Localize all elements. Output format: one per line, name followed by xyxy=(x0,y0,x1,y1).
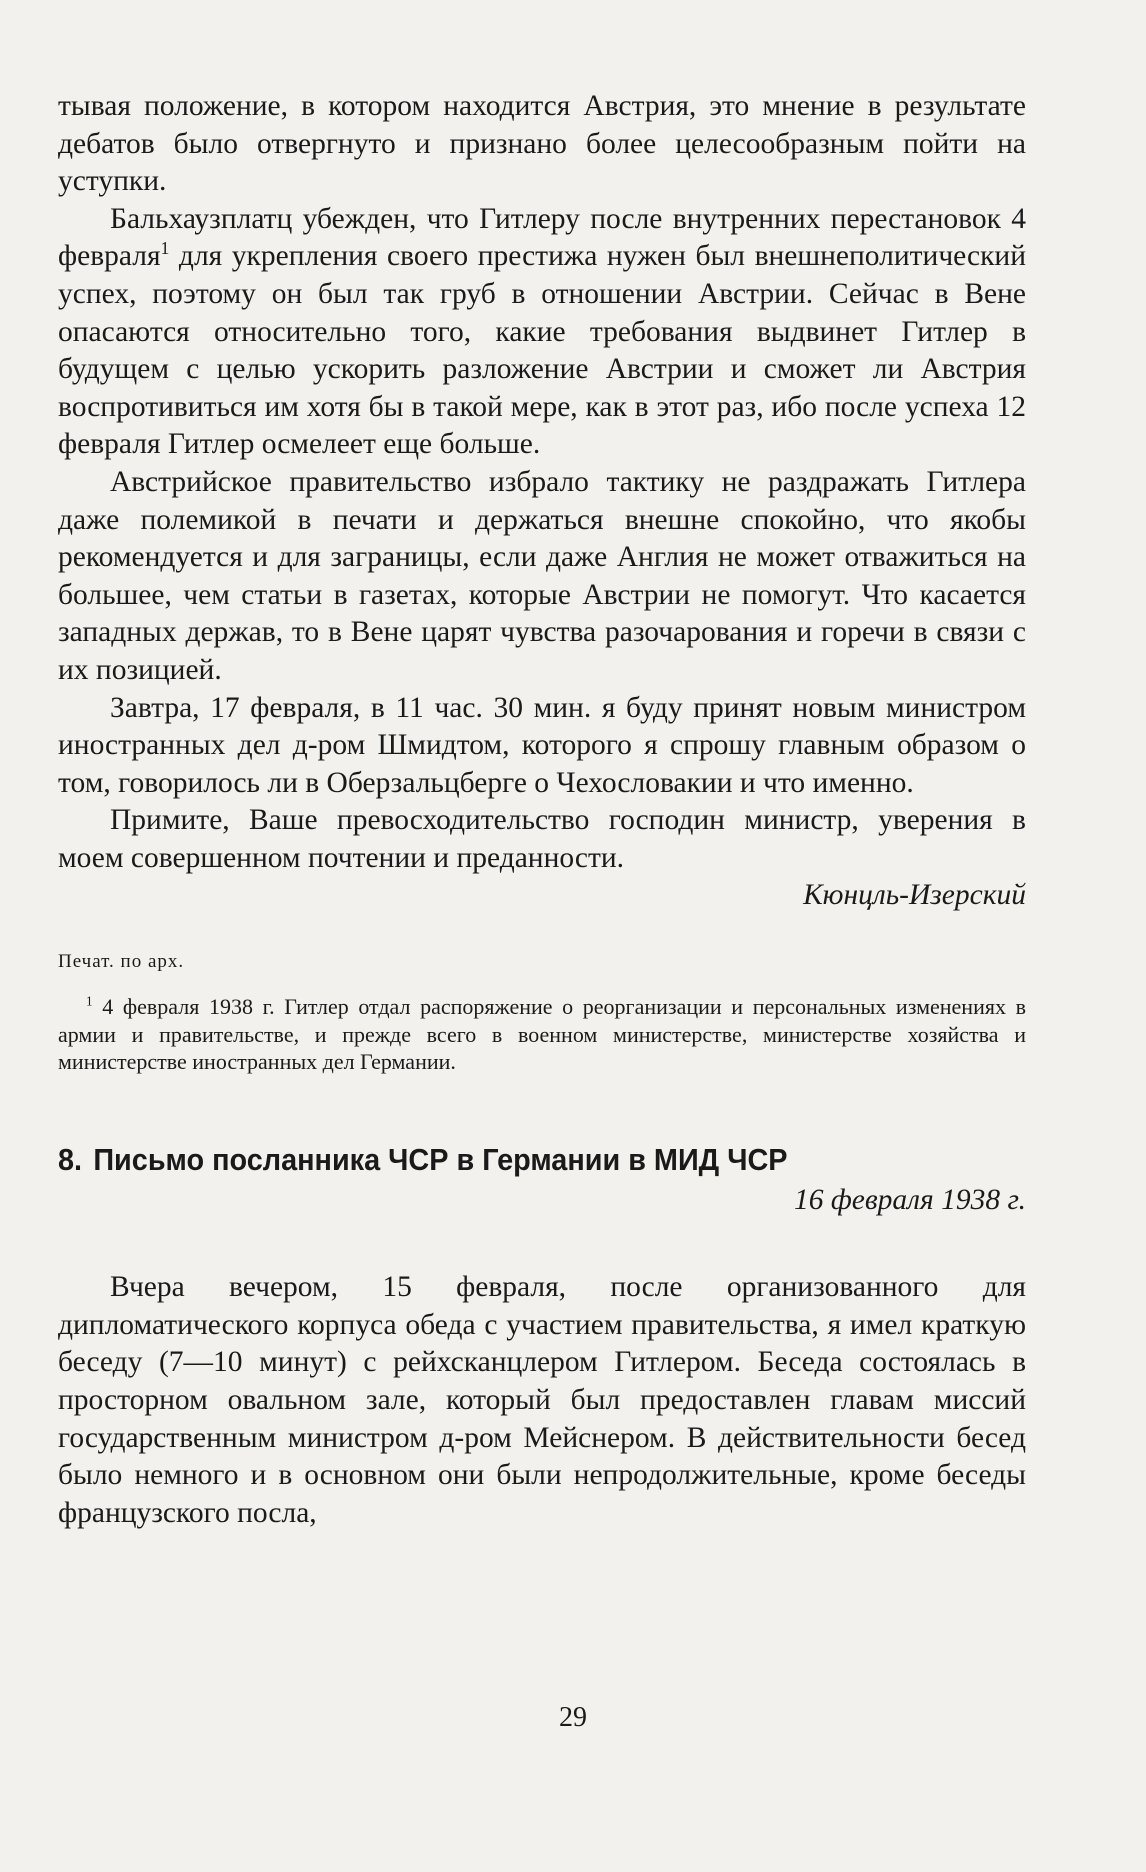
source-note: Печат. по арх. xyxy=(58,951,185,973)
continuation-paragraph: тывая положение, в котором находится Австрия, это мнение в результате дебатов было отвергнуто и признано более целесообразным пойти на уступки. xyxy=(58,90,1026,198)
paragraph-closing: Примите, Ваше превосходительство господин министр, уверения в моем совершенном почтении и преданности. xyxy=(58,804,1026,874)
paragraph-text: для укрепления своего престижа нужен был внешнеполитический успех, поэтому он был так груб в отношении Австрии. Сейчас в Вене опасаются относительно того, какие требования выдвинет Гитлер в будущем с целью ускорить разложение Австрии и сможет ли Австрия воспротивиться им хотя бы в такой мере, как в этот раз, ибо после успеха 12 февраля Гитлер осмелеет еще больше. xyxy=(58,240,1026,461)
paragraph-austrian-government: Австрийское правительство избрало тактику не раздражать Гитлера даже полемикой в печати и держаться внешне спокойно, что якобы рекомендуется и для заграницы, если даже Англия не может отважиться на большее, чем статьи в газетах, которые Австрии не помогут. Что касается западных держав, то в Вене царят чувства разочарования и горечи в связи с их позицией. xyxy=(58,465,1026,686)
document-date: 16 февраля 1938 г. xyxy=(793,1183,1026,1216)
paragraph-ballhausplatz xyxy=(58,201,1026,464)
paragraph-text: Бальхаузплатц убежден, что Гитлеру после внутренних перестановок 4 февраля xyxy=(58,202,1026,273)
signature: Кюнцль-Изерский xyxy=(803,879,1026,912)
paragraph-tomorrow: Завтра, 17 февраля, в 11 час. 30 мин. я буду принят новым министром иностранных дел д-ром Шмидтом, которого я спрошу главным образом о том, говорилось ли в Оберзальцберге о Чехословакии и что именно. xyxy=(58,691,1026,799)
letter-body: Вчера вечером, 15 февраля, после организованного для дипломатического корпуса обеда с участием правительства, я имел краткую беседу (7—10 минут) с рейхсканцлером Гитлером. Беседа состоялась в просторном овальном зале, который был предоставлен главам миссий государственным министром д-ром Мейснером. В действительности бесед было немного и в основном они были непродолжительные, кроме беседы французского посла, xyxy=(58,1271,1026,1529)
footnote-text: 4 февраля 1938 г. Гитлер отдал распоряжение о реорганизации и персональных изменениях в армии и правительстве, и прежде всего в военном министерстве, министерстве хозяйства и министерстве иностранных дел Германии. xyxy=(58,994,1026,1075)
page-number: 29 xyxy=(559,1702,587,1733)
document-page xyxy=(58,88,1026,1532)
footnote xyxy=(58,993,1026,1076)
footnote-reference: 1 xyxy=(160,238,170,259)
document-heading xyxy=(58,1140,958,1180)
document-title: Письмо посланника ЧСР в Германии в МИД ЧСР xyxy=(93,1141,788,1177)
footnote-mark: 1 xyxy=(86,993,93,1009)
document-number: 8. xyxy=(58,1141,83,1177)
